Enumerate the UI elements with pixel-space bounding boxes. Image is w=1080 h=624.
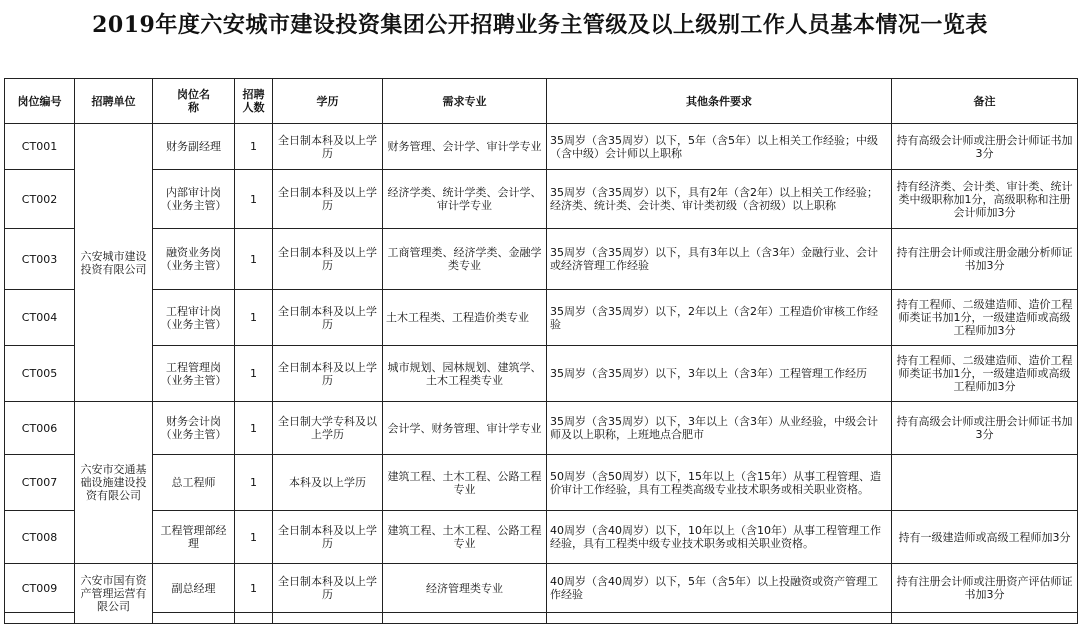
table-row xyxy=(5,124,1078,170)
cell-code: CT007 xyxy=(5,455,75,511)
cell-position: 财务副经理 xyxy=(153,124,235,170)
cell-education: 全日制本科及以上学历 xyxy=(273,346,383,402)
table-row xyxy=(5,564,1078,613)
cell-code: CT003 xyxy=(5,229,75,290)
cell-unit: 六安市交通基础设施建设投资有限公司 xyxy=(75,402,153,564)
header-unit: 招聘单位 xyxy=(75,79,153,124)
recruitment-table xyxy=(4,78,1078,624)
cell-position: 副总经理 xyxy=(153,564,235,613)
cell-education: 全日制本科及以上学历 xyxy=(273,511,383,564)
table-row-partial xyxy=(5,613,1078,624)
cell-other: 35周岁（含35周岁）以下，具有2年（含2年）以上相关工作经验；经济类、统计类、会计类、审计类初级（含初级）以上职称 xyxy=(547,170,892,229)
cell-remark: 持有高级会计师或注册会计师证书加3分 xyxy=(892,124,1078,170)
cell-major: 经济学类、统计学类、会计学、审计学专业 xyxy=(383,170,547,229)
cell-major: 经济管理类专业 xyxy=(383,564,547,613)
cell-code: CT001 xyxy=(5,124,75,170)
cell-count: 1 xyxy=(235,511,273,564)
page-title: 2019年度六安城市建设投资集团公开招聘业务主管级及以上级别工作人员基本情况一览表 xyxy=(92,12,988,38)
cell-position: 工程审计岗（业务主管） xyxy=(153,290,235,346)
cell-major: 城市规划、园林规划、建筑学、土木工程类专业 xyxy=(383,346,547,402)
cell-education: 全日制本科及以上学历 xyxy=(273,170,383,229)
cell-count: 1 xyxy=(235,290,273,346)
cell-count: 1 xyxy=(235,170,273,229)
cell-count: 1 xyxy=(235,564,273,613)
cell-position: 财务会计岗（业务主管） xyxy=(153,402,235,455)
cell-code: CT009 xyxy=(5,564,75,613)
header-code: 岗位编号 xyxy=(5,79,75,124)
header-position: 岗位名称 xyxy=(153,79,235,124)
cell-other: 40周岁（含40周岁）以下，10年以上（含10年）从事工程管理工作经验，具有工程类中级专业技术职务或相关职业资格。 xyxy=(547,511,892,564)
cell-other: 50周岁（含50周岁）以下，15年以上（含15年）从事工程管理、造价审计工作经验，具有工程类高级专业技术职务或相关职业资格。 xyxy=(547,455,892,511)
table-row xyxy=(5,455,1078,511)
cell-code: CT005 xyxy=(5,346,75,402)
header-remark: 备注 xyxy=(892,79,1078,124)
cell-code: CT002 xyxy=(5,170,75,229)
cell-other: 35周岁（含35周岁）以下，5年（含5年）以上相关工作经验；中级（含中级）会计师以上职称 xyxy=(547,124,892,170)
cell-major: 建筑工程、土木工程、公路工程专业 xyxy=(383,511,547,564)
cell-major: 工商管理类、经济学类、金融学类专业 xyxy=(383,229,547,290)
cell-education: 本科及以上学历 xyxy=(273,455,383,511)
cell-other: 35周岁（含35周岁）以下，3年以上（含3年）从业经验，中级会计师及以上职称，上班地点合肥市 xyxy=(547,402,892,455)
cell-education: 全日制大学专科及以上学历 xyxy=(273,402,383,455)
cell-position: 总工程师 xyxy=(153,455,235,511)
header-other: 其他条件要求 xyxy=(547,79,892,124)
header-row xyxy=(5,79,1078,124)
table-row xyxy=(5,511,1078,564)
cell-count: 1 xyxy=(235,124,273,170)
cell-major: 建筑工程、土木工程、公路工程专业 xyxy=(383,455,547,511)
cell-position: 融资业务岗（业务主管） xyxy=(153,229,235,290)
cell-count: 1 xyxy=(235,346,273,402)
cell-major: 财务管理、会计学、审计学专业 xyxy=(383,124,547,170)
cell-major: 土木工程类、工程造价类专业 xyxy=(383,290,547,346)
cell-position: 工程管理岗（业务主管） xyxy=(153,346,235,402)
cell-remark: 持有工程师、二级建造师、造价工程师类证书加1分，一级建造师或高级工程师加3分 xyxy=(892,346,1078,402)
cell-remark: 持有工程师、二级建造师、造价工程师类证书加1分，一级建造师或高级工程师加3分 xyxy=(892,290,1078,346)
cell-education: 全日制本科及以上学历 xyxy=(273,290,383,346)
cell-other: 35周岁（含35周岁）以下，3年以上（含3年）工程管理工作经历 xyxy=(547,346,892,402)
cell-education: 全日制本科及以上学历 xyxy=(273,124,383,170)
cell-other: 35周岁（含35周岁）以下，具有3年以上（含3年）金融行业、会计或经济管理工作经验 xyxy=(547,229,892,290)
cell-remark: 持有注册会计师或注册资产评估师证书加3分 xyxy=(892,564,1078,613)
cell-unit: 六安城市建设投资有限公司 xyxy=(75,124,153,402)
cell-position: 内部审计岗（业务主管） xyxy=(153,170,235,229)
cell-position: 工程管理部经理 xyxy=(153,511,235,564)
cell-other: 35周岁（含35周岁）以下，2年以上（含2年）工程造价审核工作经验 xyxy=(547,290,892,346)
cell-remark: 持有高级会计师或注册会计师证书加3分 xyxy=(892,402,1078,455)
header-education: 学历 xyxy=(273,79,383,124)
cell-code: CT004 xyxy=(5,290,75,346)
cell-code: CT008 xyxy=(5,511,75,564)
cell-major: 会计学、财务管理、审计学专业 xyxy=(383,402,547,455)
header-count: 招聘人数 xyxy=(235,79,273,124)
cell-remark: 持有一级建造师或高级工程师加3分 xyxy=(892,511,1078,564)
cell-unit: 六安市国有资产管理运营有限公司 xyxy=(75,564,153,624)
cell-remark: 持有经济类、会计类、审计类、统计类中级职称加1分，高级职称和注册会计师加3分 xyxy=(892,170,1078,229)
header-major: 需求专业 xyxy=(383,79,547,124)
cell-remark xyxy=(892,455,1078,511)
table-row xyxy=(5,170,1078,229)
cell-code: CT006 xyxy=(5,402,75,455)
table-row xyxy=(5,346,1078,402)
cell-count: 1 xyxy=(235,402,273,455)
cell-count: 1 xyxy=(235,229,273,290)
table-row xyxy=(5,229,1078,290)
cell-other: 40周岁（含40周岁）以下，5年（含5年）以上投融资或资产管理工作经验 xyxy=(547,564,892,613)
cell-education: 全日制本科及以上学历 xyxy=(273,229,383,290)
table-row xyxy=(5,290,1078,346)
cell-education: 全日制本科及以上学历 xyxy=(273,564,383,613)
cell-remark: 持有注册会计师或注册金融分析师证书加3分 xyxy=(892,229,1078,290)
table-row xyxy=(5,402,1078,455)
cell-count: 1 xyxy=(235,455,273,511)
